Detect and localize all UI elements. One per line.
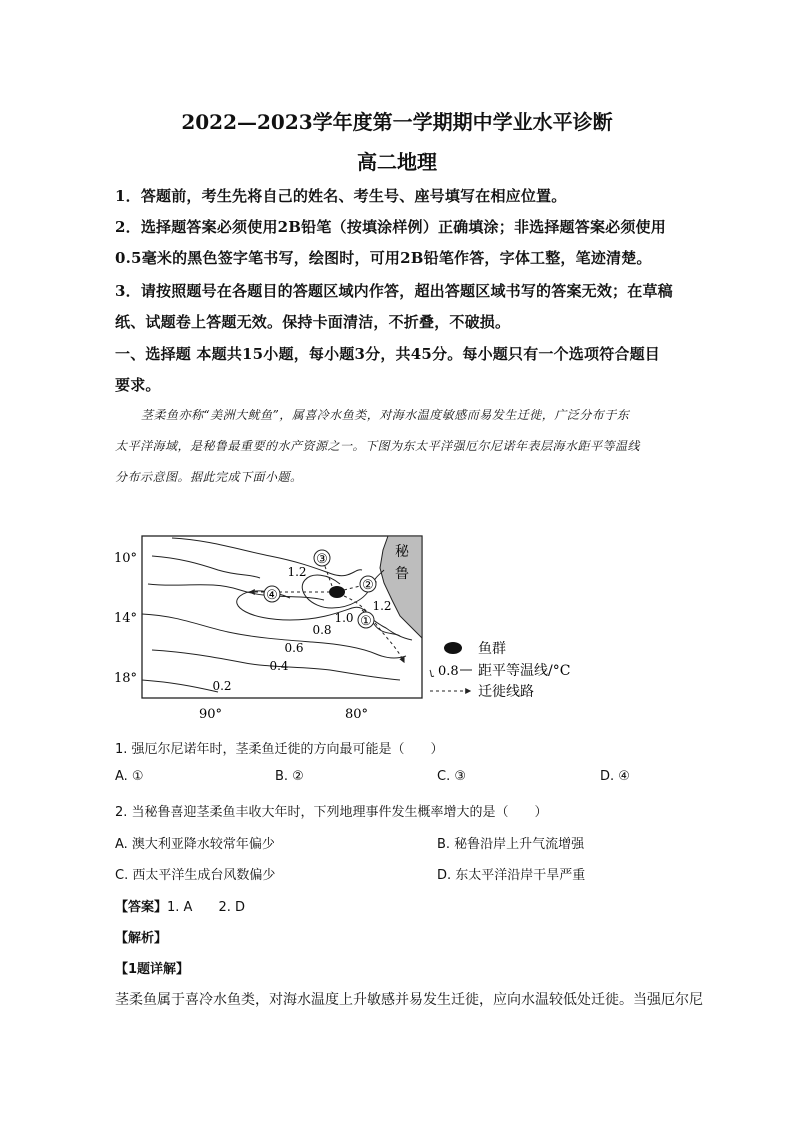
question-1-stem: 1. 强厄尔尼诺年时，茎柔鱼迁徙的方向最可能是（ ） [115, 742, 444, 757]
legend-isotherm-sample: 0.8 [438, 664, 459, 679]
lon-label: 90° [199, 707, 223, 722]
question-2-stem: 2. 当秘鲁喜迎茎柔鱼丰收大年时，下列地理事件发生概率增大的是（ ） [115, 805, 548, 820]
page-title: 2022—2023学年度第一学期期中学业水平诊断 [181, 110, 613, 134]
isotherm-value: 1.2 [287, 565, 307, 579]
isotherm-value: 0.6 [284, 641, 304, 655]
legend-isotherm-label: 距平等温线/°C [478, 663, 571, 679]
analysis-label: 【解析】 [115, 931, 168, 946]
answer-line [115, 896, 245, 915]
detail-text: 茎柔鱼属于喜冷水鱼类，对海水温度上升敏感并易发生迁徙，应向水温较低处迁徙。当强厄尔尼 [115, 992, 703, 1008]
route-label: ③ [316, 552, 328, 567]
isotherm-map [100, 528, 571, 728]
instruction-line: 0.5毫米的黑色签字笔书写，绘图时，可用2B铅笔作答，字体工整，笔迹清楚。 [115, 249, 652, 267]
instruction-line: 纸、试题卷上答题无效。保持卡面清洁，不折叠，不破损。 [115, 313, 511, 331]
lat-label: 18° [114, 671, 138, 686]
isotherm-value: 0.4 [269, 659, 289, 673]
fish-school [329, 586, 345, 598]
legend-route-label: 迁徙线路 [478, 684, 534, 700]
lon-label: 80° [345, 707, 369, 722]
question-1-option[interactable]: D. ④ [600, 769, 630, 784]
intro-line: 分布示意图。据此完成下面小题。 [115, 470, 303, 484]
route-label: ④ [266, 588, 278, 603]
question-1-option[interactable]: C. ③ [437, 769, 466, 784]
question-2-option[interactable]: B. 秘鲁沿岸上升气流增强 [437, 837, 585, 852]
legend-fish-icon [444, 642, 462, 654]
question-2-option[interactable]: D. 东太平洋沿岸干旱严重 [437, 868, 586, 883]
instruction-line: 2．选择题答案必须使用2B铅笔（按填涂样例）正确填涂；非选择题答案必须使用 [115, 218, 666, 236]
answer-label: 【答案】 [115, 900, 168, 915]
isotherm-value: 0.8 [312, 623, 332, 637]
page-subtitle: 高二地理 [357, 150, 437, 174]
detail-title: 【1题详解】 [115, 962, 190, 977]
country-label: 鲁 [395, 566, 409, 582]
instruction-line: 3．请按照题号在各题目的答题区域内作答，超出答题区域书写的答案无效；在草稿 [115, 282, 673, 300]
answer-text: 1. A 2. D [167, 900, 245, 915]
question-2-option[interactable]: A. 澳大利亚降水较常年偏少 [115, 837, 275, 852]
section-heading: 一、选择题 本题共15小题，每小题3分，共45分。每小题只有一个选项符合题目 [115, 345, 661, 363]
lat-label: 10° [114, 551, 138, 566]
legend-fish-label: 鱼群 [478, 641, 506, 657]
question-1-option[interactable]: A. ① [115, 769, 144, 784]
question-1-option[interactable]: B. ② [275, 769, 304, 784]
country-label: 秘 [395, 544, 409, 560]
isotherm-value: 1.2 [372, 599, 392, 613]
question-2-option[interactable]: C. 西太平洋生成台风数偏少 [115, 868, 276, 883]
legend-isotherm-icon [430, 670, 434, 677]
isotherm-value: 1.0 [334, 611, 354, 625]
isotherm-value: 0.2 [212, 679, 232, 693]
section-heading-cont: 要求。 [115, 376, 161, 394]
intro-line: 茎柔鱼亦称“美洲大鱿鱼”，属喜冷水鱼类，对海水温度敏感而易发生迁徙，广泛分布于东 [141, 408, 630, 422]
route-label: ② [362, 578, 374, 593]
instruction-line: 1．答题前，考生先将自己的姓名、考生号、座号填写在相应位置。 [115, 187, 567, 205]
intro-line: 太平洋海域，是秘鲁最重要的水产资源之一。下图为东太平洋强厄尔尼诺年表层海水距平等温线 [115, 439, 641, 453]
route-label: ① [360, 614, 372, 629]
lat-label: 14° [114, 611, 138, 626]
